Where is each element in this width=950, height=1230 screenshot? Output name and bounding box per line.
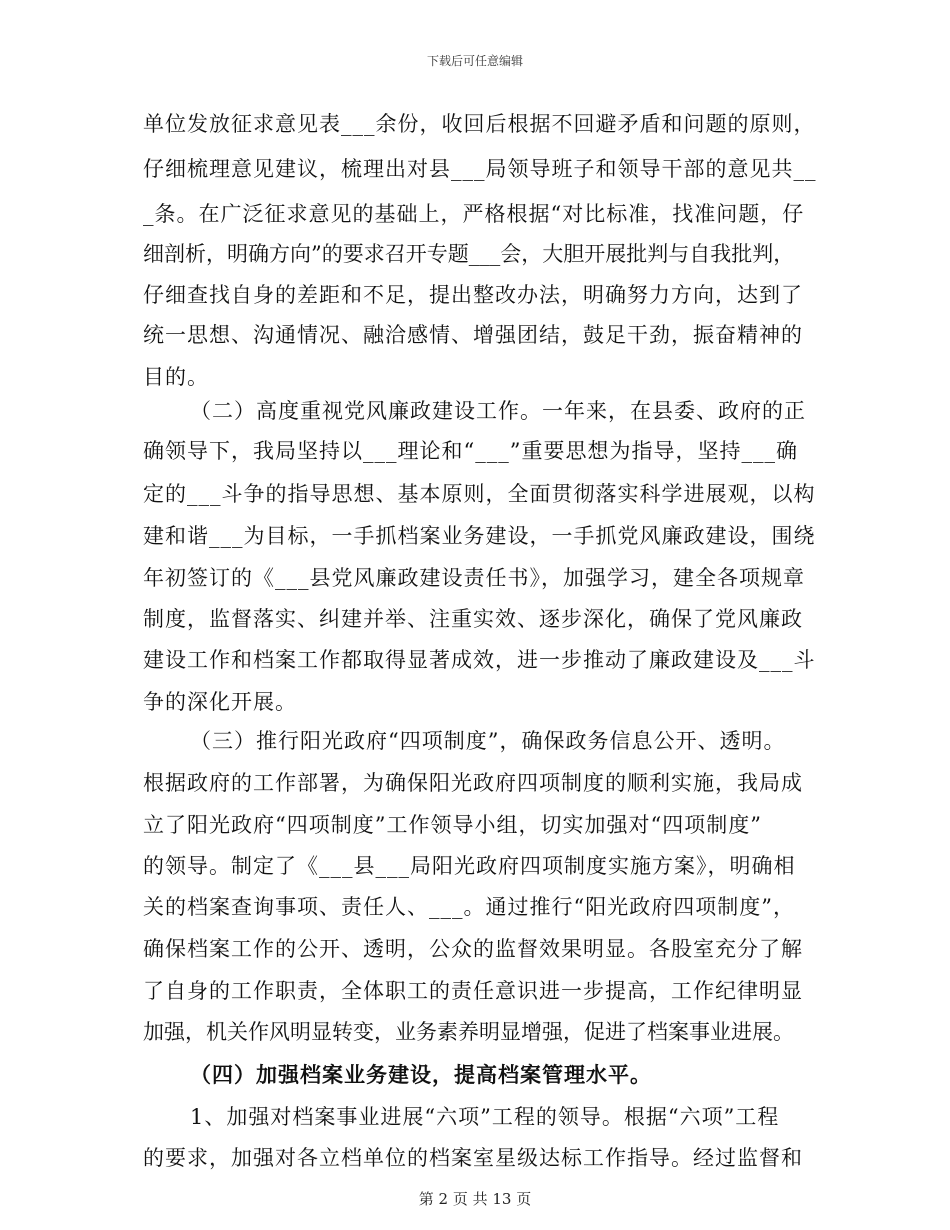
page-header-note: 下载后可任意编辑 bbox=[426, 54, 523, 68]
text-line: 立了阳光政府“四项制度”工作领导小组，切实加强对“四项制度” bbox=[143, 813, 762, 837]
text-line: 目的。 bbox=[143, 365, 209, 389]
section-heading-4: （四）加强档案业务建设，提高档案管理水平。 bbox=[190, 1062, 652, 1087]
text-line: 细剖析，明确方向”的要求召开专题___会，大胆开展批判与自我批判， bbox=[143, 242, 795, 266]
text-line: _条。在广泛征求意见的基础上，严格根据“对比标准，找准问题，仔 bbox=[143, 202, 805, 226]
text-line: 确领导下，我局坚持以___理论和“___”重要思想为指导，坚持___确 bbox=[143, 439, 798, 463]
text-line: 争的深化开展。 bbox=[143, 690, 297, 714]
text-line: 制度，监督落实、纠建并举、注重实效、逐步深化，确保了党风廉政 bbox=[143, 607, 803, 631]
text-line: 定的___斗争的指导思想、基本原则，全面贯彻落实科学进展观，以构 bbox=[143, 482, 816, 506]
text-line: 1、加强对档案事业进展“六项”工程的领导。根据“六项”工程 bbox=[190, 1105, 780, 1129]
text-line: 统一思想、沟通情况、融洽感情、增强团结，鼓足干劲，振奋精神的 bbox=[143, 323, 803, 347]
text-line: 了自身的工作职责，全体职工的责任意识进一步提高，工作纪律明显 bbox=[143, 979, 803, 1003]
text-line: 的要求，加强对各立档单位的档案室星级达标工作指导。经过监督和 bbox=[143, 1146, 803, 1170]
text-line: 建和谐___为目标，一手抓档案业务建设，一手抓党风廉政建设，围绕 bbox=[143, 524, 816, 548]
text-line: 仔细查找自身的差距和不足，提出整改办法，明确努力方向，达到了 bbox=[143, 283, 803, 307]
text-line: 的领导。制定了《___县___局阳光政府四项制度实施方案》，明确相 bbox=[143, 854, 796, 878]
text-line: 仔细梳理意见建议，梳理出对县___局领导班子和领导干部的意见共__ bbox=[143, 157, 817, 181]
text-line: 根据政府的工作部署，为确保阳光政府四项制度的顺利实施，我局成 bbox=[143, 771, 803, 795]
text-line: 单位发放征求意见表___余份，收回后根据不回避矛盾和问题的原则， bbox=[143, 112, 816, 136]
text-line: 加强，机关作风明显转变，业务素养明显增强，促进了档案事业进展。 bbox=[143, 1020, 794, 1044]
text-line: 年初签订的《___县党风廉政建设责任书》，加强学习，建全各项规章 bbox=[143, 566, 805, 590]
text-line: 关的档案查询事项、责任人、___。通过推行“阳光政府四项制度”， bbox=[143, 895, 795, 919]
page-footer-number: 第 2 页 共 13 页 bbox=[418, 1190, 532, 1208]
section-heading-3: （三）推行阳光政府“四项制度”，确保政务信息公开、透明。 bbox=[190, 729, 786, 753]
text-line: 建设工作和档案工作都取得显著成效，进一步推动了廉政建设及___斗 bbox=[143, 648, 816, 672]
section-heading-2: （二）高度重视党风廉政建设工作。一年来，在县委、政府的正 bbox=[190, 399, 806, 423]
text-line: 确保档案工作的公开、透明，公众的监督效果明显。各股室充分了解 bbox=[143, 937, 803, 961]
